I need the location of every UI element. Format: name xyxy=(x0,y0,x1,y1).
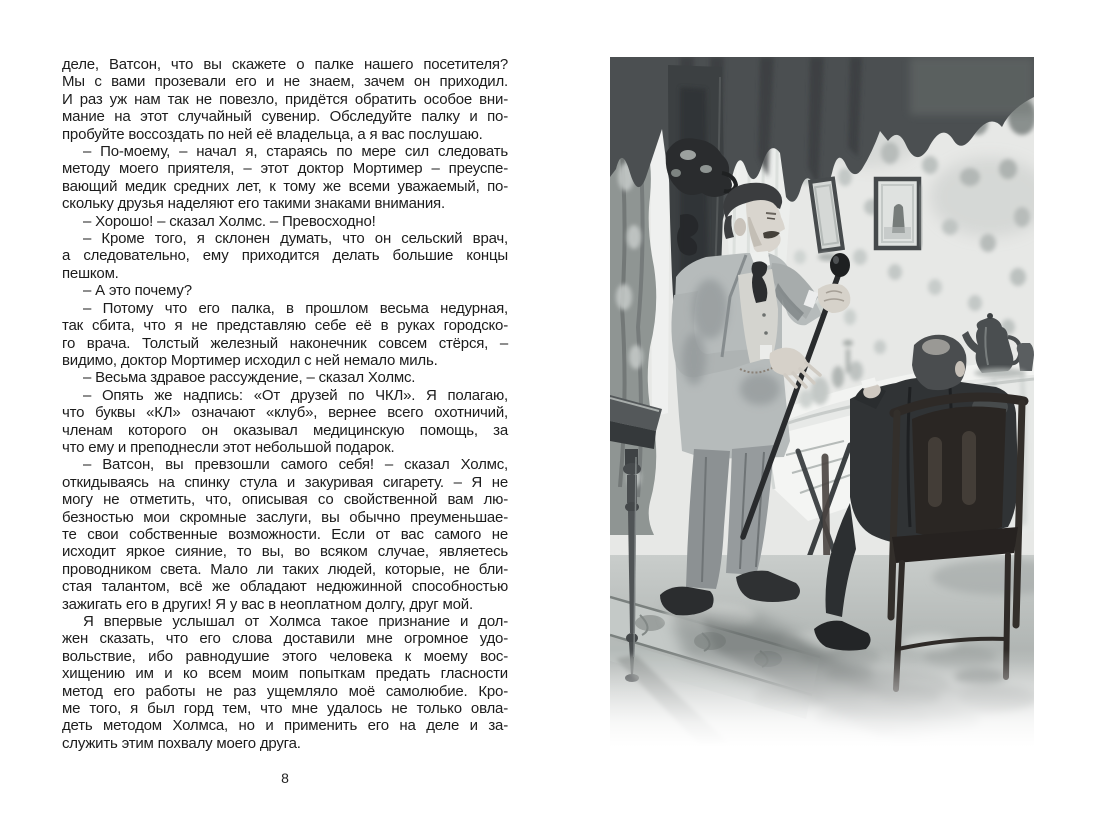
text-line: жен сказать, что его слова доставили мне огромное удо- xyxy=(62,630,508,648)
text-line: исходит яркое сияние, то вы, во всяком случае, являетесь xyxy=(62,543,508,561)
text-line: И раз уж нам так не повезло, придётся обратить особое вни- xyxy=(62,90,508,108)
text-line: го врача. Толстый железный наконечник совсем стёрся, – xyxy=(62,334,508,352)
portrait-picture-frame xyxy=(876,179,922,248)
text-line: Я впервые услышал от Холмса такое признание и дол- xyxy=(83,613,508,630)
text-line: – Ватсон, вы превзошли самого себя! – сказал Холмс, xyxy=(83,456,508,474)
text-line: – Опять же надпись: «От друзей по ЧКЛ». Я полагаю, xyxy=(83,386,508,404)
text-line: откидываясь на спинку стула и закуривая сигарету. – Я не xyxy=(62,473,508,491)
text-line: проводником света. Мало ли таких людей, которые, не бли- xyxy=(62,560,508,578)
paint-fade xyxy=(610,649,1034,747)
text-line: зажигать его в других! Я у вас в неоплатном долгу, друг мой. xyxy=(62,595,473,613)
illustration-image xyxy=(610,57,1034,747)
text-line: членам которого он оказывал медицинскую помощь, за xyxy=(62,421,508,439)
text-line: хищению им и ко всем моим попыткам предать гласности xyxy=(62,665,508,683)
text-line: – По-моему, – начал я, стараясь по мере сил следовать xyxy=(83,143,508,161)
text-line: мание на этот случайный сувенир. Обследуйте палку и по- xyxy=(62,108,508,126)
text-line: вольствие, ибо равнодушие этого человека к моему вос- xyxy=(62,647,508,665)
text-line: безностью мои скромные заслуги, вы обычно преуменьшае- xyxy=(62,508,508,526)
text-line: так сбита, что я не представляю себе её в руках городско- xyxy=(62,317,508,335)
text-line: методу моего приятеля, – этот доктор Мортимер – преуспе- xyxy=(62,160,508,178)
text-line: служить этим похвалу моего друга. xyxy=(62,734,301,752)
text-column xyxy=(62,56,508,752)
text-line: Мы с вами прозевали его и не знаем, зачем он приходил. xyxy=(62,73,508,91)
text-line: – Потому что его палка, в прошлом весьма недурная, xyxy=(83,299,508,317)
text-line: пешком. xyxy=(62,264,119,282)
text-line: деле, Ватсон, что вы скажете о палке нашего посетителя? xyxy=(62,56,508,73)
text-line: что ему и преподнесли этот небольшой подарок. xyxy=(62,438,395,456)
text-line: стая талантом, всё же обладают недюжинной способностью xyxy=(62,578,508,596)
text-line: те свои собственные возможности. Если от вас самого не xyxy=(62,525,508,543)
text-line: видимо, доктор Мортимер исходил с ней немало миль. xyxy=(62,351,438,369)
text-line: – Хорошо! – сказал Холмс. – Превосходно! xyxy=(83,212,376,230)
text-line: что буквы «КЛ» означают «клуб», вернее всего охотничий, xyxy=(62,404,508,422)
text-line: – Кроме того, я склонен думать, что он сельский врач, xyxy=(83,230,508,248)
text-line: – Весьма здравое рассуждение, – сказал Холмс. xyxy=(83,369,416,387)
text-line: – А это почему? xyxy=(83,282,192,300)
text-line: ме того, я был горд тем, что мне удалось не только овла- xyxy=(62,700,508,718)
text-line: деть методом Холмса, но и применить его на деле и за- xyxy=(62,717,508,735)
text-line: вающий медик средних лет, к тому же всеми уважаемый, по- xyxy=(62,177,508,195)
text-line: а следовательно, ему приходится делать большие концы xyxy=(62,247,508,265)
page-number: 8 xyxy=(281,770,289,786)
text-line: пробуйте воссоздать по ней её владельца, а я вас послушаю. xyxy=(62,125,483,143)
text-line: могу не отметить, что, описывая со свойственной вам лю- xyxy=(62,491,508,509)
text-line: метод его работы не раз ущемляло моё самолюбие. Кро- xyxy=(62,682,508,700)
text-line: скольку друзья наделяют его такими знаками внимания. xyxy=(62,195,445,213)
